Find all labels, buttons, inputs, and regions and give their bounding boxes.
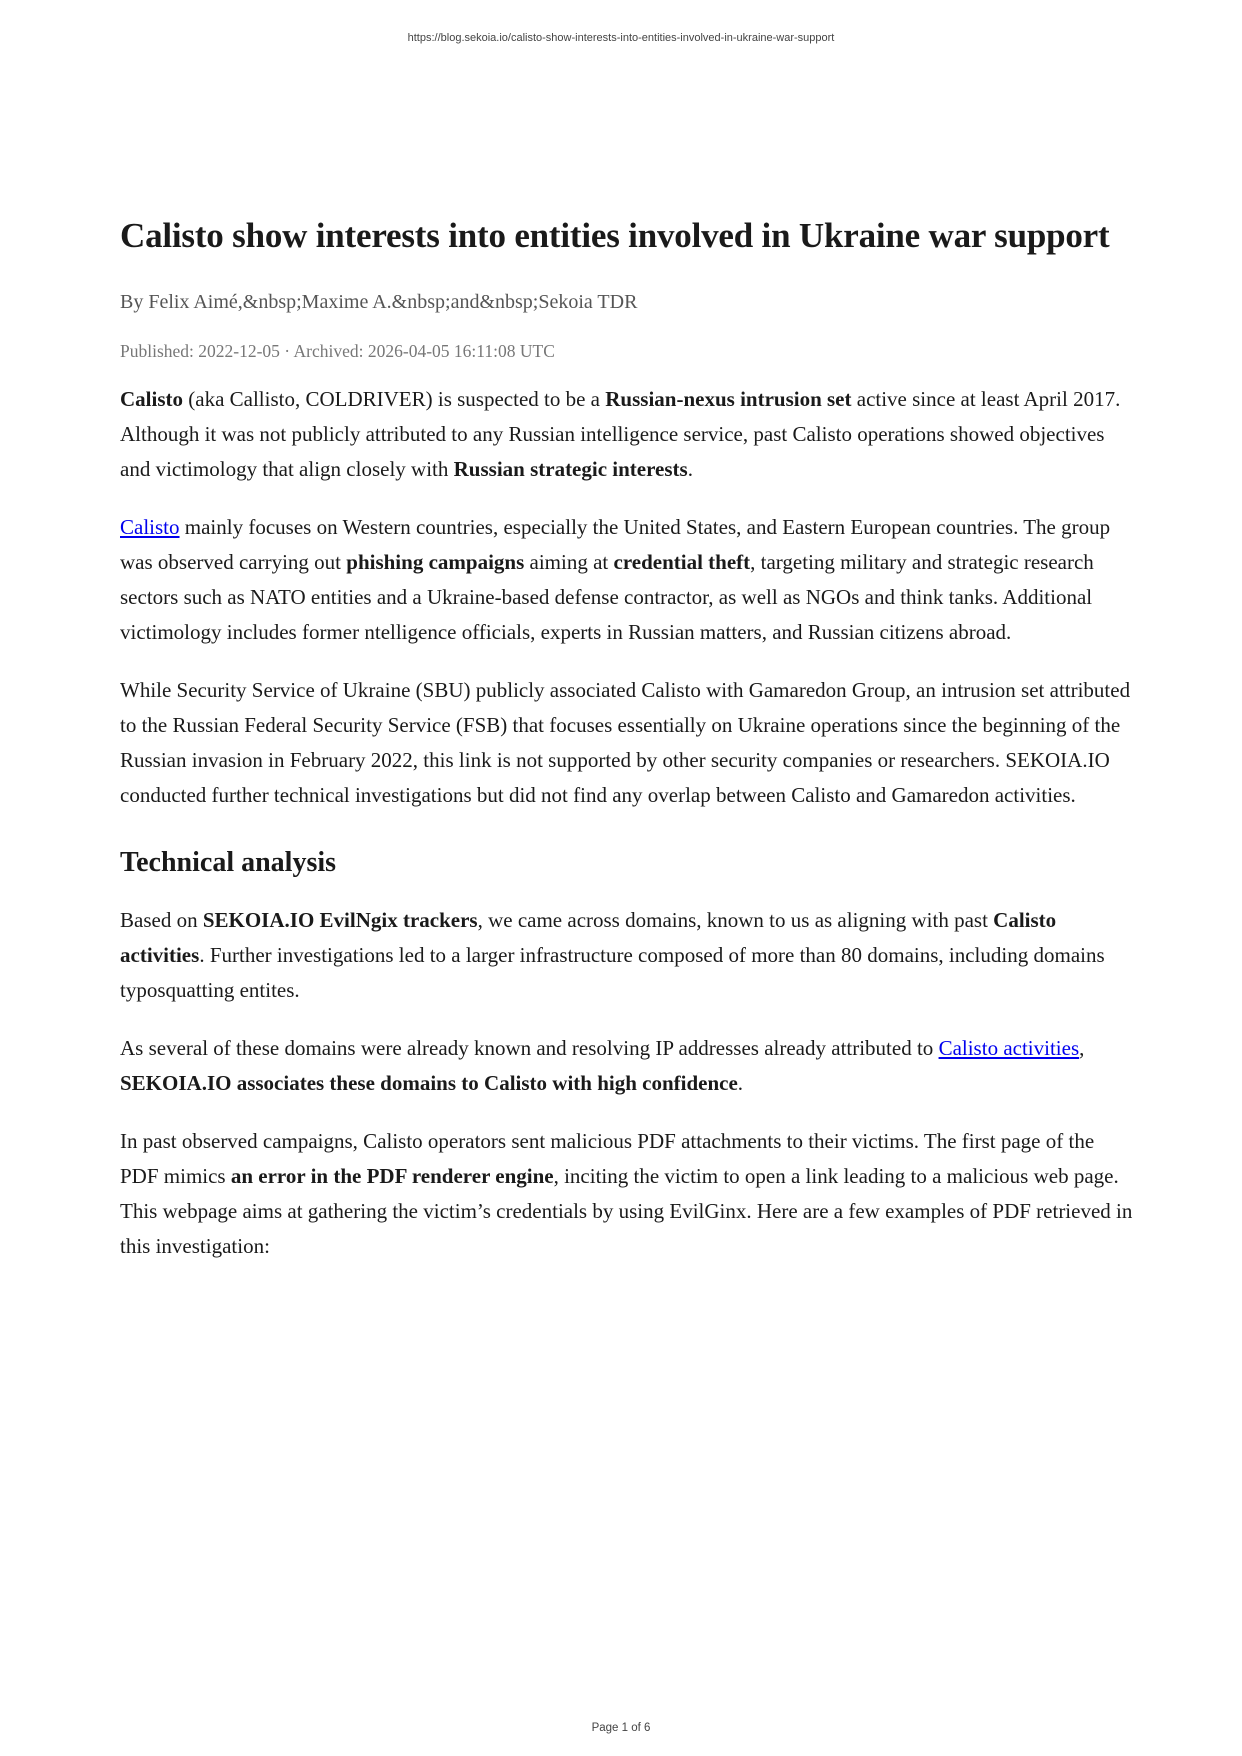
article-title: Calisto show interests into entities involved in Ukraine war support: [120, 216, 1110, 255]
bold-text: SEKOIA.IO EvilNgix trackers: [202, 908, 478, 932]
article: [120, 212, 1135, 1287]
paragraph-intro: [120, 382, 1135, 487]
bold-text: credential theft: [613, 550, 751, 574]
bold-text: Calisto: [120, 387, 183, 411]
bold-text: SEKOIA.IO associates these domains to Calisto with high confidence: [120, 1071, 738, 1095]
calisto-link[interactable]: Calisto: [120, 515, 180, 539]
paragraph-confidence: [120, 1031, 1135, 1101]
text: , inciting the victim to open a link leading to a malicious web page. This webpage aims at gathering the victim’s credentials by using EvilGinx. Here are a few examples of PDF retrieved in this investigation:: [120, 1164, 1133, 1258]
bold-text: Calisto activities: [120, 908, 1057, 967]
text: In past observed campaigns, Calisto operators sent malicious PDF attachments to their victims. The first page of the PDF mimics: [120, 1129, 1095, 1188]
text: , targeting military and strategic research sectors such as NATO entities and a Ukraine-based defense contractor, as well as NGOs and think tanks. Additional victimology includes former ntelligence officials, experts in Russian matters, and Russian citizens abroad.: [120, 550, 1094, 644]
text: .: [737, 1071, 744, 1095]
page-url: https://blog.sekoia.io/calisto-show-interests-into-entities-involved-in-ukraine-war-support: [407, 32, 835, 44]
paragraph-sbu: While Security Service of Ukraine (SBU) publicly associated Calisto with Gamaredon Group, an intrusion set attributed to the Russian Federal Security Service (FSB) that focuses essentially on Ukraine operations since the beginning of the Russian invasion in February 2022, this link is not supported by other security companies or researchers. SEKOIA.IO conducted further technical investigations but did not find any overlap between Calisto and Gamaredon activities.: [120, 678, 1131, 807]
paragraph-trackers: [120, 903, 1135, 1008]
paragraph-pdf: [120, 1124, 1135, 1264]
bold-text: Russian-nexus intrusion set: [605, 387, 852, 411]
text: .: [687, 457, 693, 481]
text: active since at least April 2017. Although it was not publicly attributed to any Russian intelligence service, past Calisto operations showed objectives and victimology that align closely with: [120, 387, 1121, 481]
bold-text: Russian strategic interests: [453, 457, 688, 481]
text: (aka Callisto, COLDRIVER) is suspected to be a: [183, 387, 606, 411]
text: As several of these domains were already known and resolving IP addresses already attributed to: [120, 1036, 939, 1060]
text: aiming at: [524, 550, 614, 574]
byline: By Felix Aimé,&nbsp;Maxime A.&nbsp;and&nbsp;Sekoia TDR: [120, 291, 638, 313]
text: Based on: [120, 908, 203, 932]
text: , we came across domains, known to us as aligning with past: [477, 908, 994, 932]
text: . Further investigations led to a larger infrastructure composed of more than 80 domains, including domains typosquatting entites.: [120, 943, 1105, 1002]
publish-meta: Published: 2022-12-05 · Archived: 2026-04-05 16:11:08 UTC: [120, 341, 555, 361]
calisto-activities-link[interactable]: Calisto activities: [938, 1036, 1080, 1060]
bold-text: phishing campaigns: [346, 550, 525, 574]
section-heading: Technical analysis: [120, 847, 337, 878]
text: mainly focuses on Western countries, especially the United States, and Eastern European countries. The group was observed carrying out: [120, 515, 1111, 574]
text: ,: [1079, 1036, 1085, 1060]
page-number: Page 1 of 6: [591, 1722, 651, 1734]
paragraph-targets: [120, 510, 1135, 650]
bold-text: an error in the PDF renderer engine: [230, 1164, 554, 1188]
